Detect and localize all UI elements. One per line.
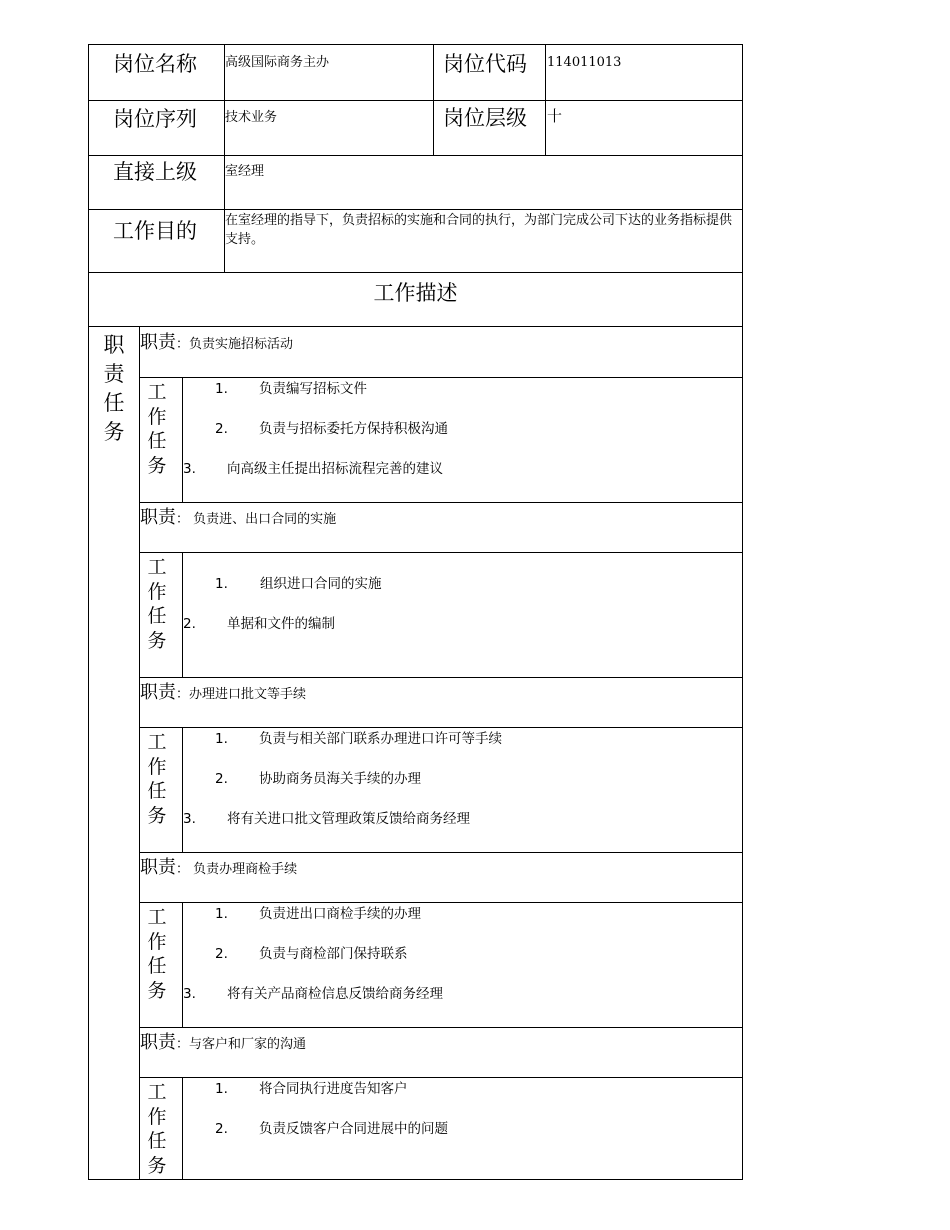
task-item: 2. 负责与招标委托方保持积极沟通: [215, 421, 448, 437]
col-divider: [433, 44, 434, 155]
position-code-label: 岗位代码: [443, 52, 527, 76]
col-divider: [545, 44, 546, 155]
task-label: 工 作 任 务: [147, 381, 167, 477]
duty-divider: [139, 677, 743, 678]
row-divider: [88, 155, 743, 156]
duty-title: 职责：办理进口批文等手续: [140, 682, 307, 703]
task-item: 2. 负责反馈客户合同进展中的问题: [215, 1121, 448, 1137]
duty-divider: [139, 902, 743, 903]
level-label: 岗位层级: [443, 106, 527, 130]
task-item: 3. 将有关产品商检信息反馈给商务经理: [183, 986, 443, 1002]
task-item: 1. 组织进口合同的实施: [215, 576, 382, 592]
row-divider: [88, 272, 743, 273]
description-title: 工作描述: [373, 281, 458, 305]
col-divider: [182, 902, 183, 1027]
task-item: 2. 协助商务员海关手续的办理: [215, 771, 421, 787]
position-name-label: 岗位名称: [113, 52, 197, 76]
col-divider: [182, 727, 183, 852]
position-code-value: 114011013: [547, 55, 622, 70]
task-label: 工 作 任 务: [147, 1081, 167, 1177]
row-divider: [88, 100, 743, 101]
sequence-label: 岗位序列: [113, 107, 197, 131]
duty-title: 职责： 负责办理商检手续: [140, 857, 298, 878]
duty-title: 职责： 负责进、出口合同的实施: [140, 507, 337, 528]
duty-title: 职责：负责实施招标活动: [140, 332, 294, 353]
task-label: 工 作 任 务: [147, 556, 167, 652]
purpose-value: 在室经理的指导下，负责招标的实施和合同的执行，为部门完成公司下达的业务指标提供支持。: [225, 213, 733, 247]
duty-divider: [139, 852, 743, 853]
col-divider: [182, 1077, 183, 1180]
task-item: 1. 负责与相关部门联系办理进口许可等手续: [215, 731, 502, 747]
task-item: 1. 负责编写招标文件: [215, 381, 367, 397]
duty-divider: [139, 502, 743, 503]
duty-title: 职责：与客户和厂家的沟通: [140, 1032, 307, 1053]
task-item: 1. 负责进出口商检手续的办理: [215, 906, 421, 922]
task-label: 工 作 任 务: [147, 731, 167, 827]
supervisor-label: 直接上级: [113, 160, 197, 184]
duty-divider: [139, 727, 743, 728]
sequence-value: 技术业务: [225, 110, 278, 125]
level-value: 十: [547, 107, 563, 125]
duty-divider: [139, 1027, 743, 1028]
task-item: 3. 将有关进口批文管理政策反馈给商务经理: [183, 811, 470, 827]
duties-section-label: 职 责 任 务: [103, 333, 125, 444]
task-item: 2. 单据和文件的编制: [183, 616, 335, 632]
purpose-label: 工作目的: [113, 219, 197, 243]
supervisor-value: 室经理: [225, 164, 265, 179]
position-name-value: 高级国际商务主办: [225, 55, 330, 70]
task-item: 1. 将合同执行进度告知客户: [215, 1081, 408, 1097]
job-description-form: [88, 44, 743, 1180]
row-divider: [88, 326, 743, 327]
task-item: 2. 负责与商检部门保持联系: [215, 946, 408, 962]
task-label: 工 作 任 务: [147, 906, 167, 1002]
duty-divider: [139, 377, 743, 378]
duty-divider: [139, 552, 743, 553]
task-item: 3. 向高级主任提出招标流程完善的建议: [183, 461, 443, 477]
duty-divider: [139, 1077, 743, 1078]
row-divider: [88, 209, 743, 210]
col-divider: [182, 377, 183, 502]
